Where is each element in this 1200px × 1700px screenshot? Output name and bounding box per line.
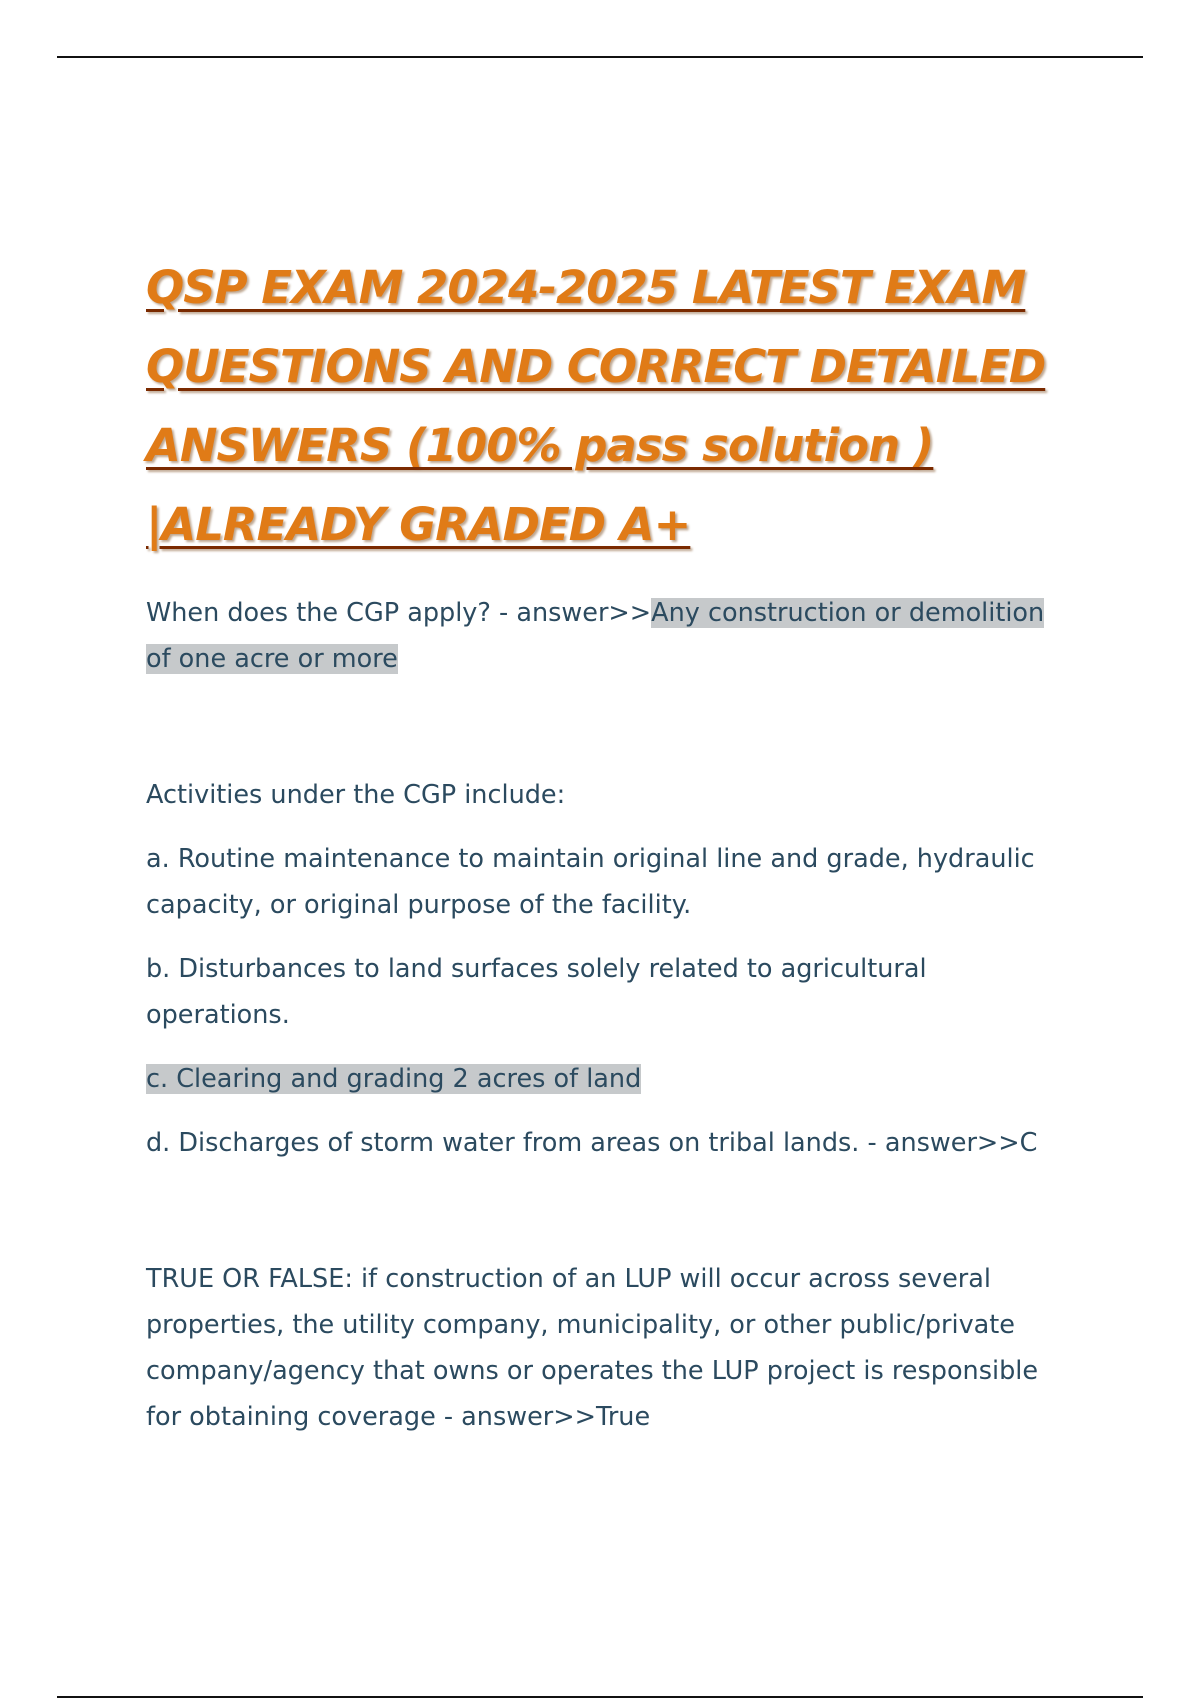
document-title	[146, 248, 1076, 564]
title-line: ANSWERS (100% pass solution )	[146, 419, 934, 472]
question-line: properties, the utility company, municipality, or other public/private	[146, 1310, 1015, 1340]
option-a-line: a. Routine maintenance to maintain original line and grade, hydraulic	[146, 844, 1035, 874]
question-line: company/agency that owns or operates the LUP project is responsible	[146, 1356, 1039, 1386]
option-c-line	[146, 1056, 1076, 1102]
question-text: Activities under the CGP include:	[146, 780, 566, 810]
question-line: TRUE OR FALSE: if construction of an LUP will occur across several	[146, 1264, 991, 1294]
header-rule	[57, 56, 1143, 58]
highlighted-answer: c. Clearing and grading 2 acres of land	[146, 1064, 642, 1094]
option-d-line: d. Discharges of storm water from areas on tribal lands. - answer>>C	[146, 1128, 1038, 1158]
title-line: QSP EXAM 2024-2025 LATEST EXAM	[146, 261, 1026, 314]
option-a-line: capacity, or original purpose of the facility.	[146, 890, 692, 920]
option-b-line: operations.	[146, 1000, 290, 1030]
question-block-lup-coverage	[146, 1256, 1076, 1440]
highlighted-answer: of one acre or more	[146, 644, 398, 674]
option-b-line: b. Disturbances to land surfaces solely related to agricultural	[146, 954, 927, 984]
title-line: QUESTIONS AND CORRECT DETAILED	[146, 340, 1046, 393]
footer-rule	[57, 1696, 1143, 1698]
question-block-cgp-apply	[146, 590, 1076, 682]
question-block-cgp-activities	[146, 772, 1076, 1166]
answer-line	[146, 636, 1076, 682]
question-text: When does the CGP apply? - answer>>	[146, 598, 652, 628]
document-body	[146, 248, 1076, 1440]
title-line: |ALREADY GRADED A+	[146, 498, 691, 551]
question-line: for obtaining coverage - answer>>True	[146, 1402, 651, 1432]
highlighted-answer: Any construction or demolition	[651, 598, 1045, 628]
question-line	[146, 590, 1076, 636]
